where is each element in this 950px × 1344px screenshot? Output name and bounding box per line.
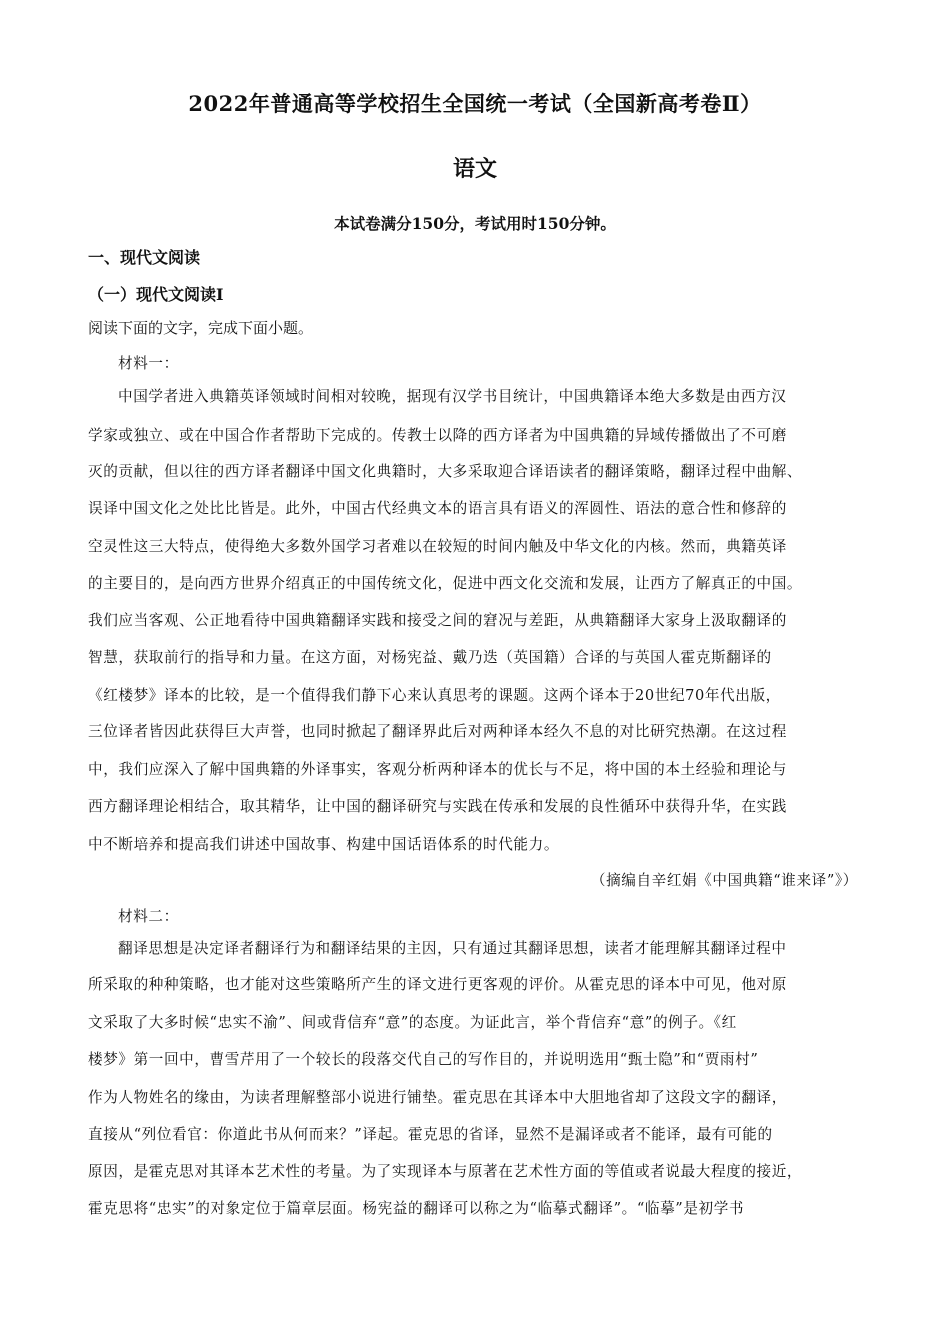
material2-label: 材料二： xyxy=(118,908,179,925)
material1-line: 《红楼梦》译本的比较，是一个值得我们静下心来认真思考的课题。这两个译本于20世纪70年代出版， xyxy=(88,687,781,704)
material1-line: 我们应当客观、公正地看待中国典籍翻译实践和接受之间的窘况与差距，从典籍翻译大家身上汲取翻译的 xyxy=(88,612,787,629)
material1-line: 三位译者皆因此获得巨大声誉，也同时掀起了翻译界此后对两种译本经久不息的对比研究热潮。在这过程 xyxy=(88,723,787,740)
material1-line: 西方翻译理论相结合，取其精华，让中国的翻译研究与实践在传承和发展的良性循环中获得升华，在实践 xyxy=(88,798,787,815)
material2-line: 霍克思将“忠实”的对象定位于篇章层面。杨宪益的翻译可以称之为“临摹式翻译”。“临摹”是初学书 xyxy=(88,1200,745,1217)
instruction-text: 阅读下面的文字，完成下面小题。 xyxy=(88,319,314,337)
material1-line: 灭的贡献，但以往的西方译者翻译中国文化典籍时，大多采取迎合译语读者的翻译策略，翻译过程中曲解、 xyxy=(88,463,803,480)
section-heading: 一、现代文阅读 xyxy=(88,248,201,267)
material1-line: 空灵性这三大特点，使得绝大多数外国学习者难以在较短的时间内触及中华文化的内核。然而，典籍英译 xyxy=(88,538,787,555)
subsection-heading: （一）现代文阅读Ⅰ xyxy=(88,285,224,304)
exam-note: 本试卷满分150分，考试用时150分钟。 xyxy=(334,214,616,233)
subject-title: 语文 xyxy=(452,156,497,182)
material1-source: （摘编自辛红娟《中国典籍“谁来译”》） xyxy=(590,872,858,889)
material2-line: 翻译思想是决定译者翻译行为和翻译结果的主因，只有通过其翻译思想，读者才能理解其翻译过程中 xyxy=(118,940,787,957)
material2-line: 直接从“列位看官：你道此书从何而来？”译起。霍克思的省译，显然不是漏译或者不能译，最有可能的 xyxy=(88,1126,773,1143)
material1-line: 学家或独立、或在中国合作者帮助下完成的。传教士以降的西方译者为中国典籍的异域传播做出了不可磨 xyxy=(88,427,787,444)
material1-label: 材料一： xyxy=(118,355,179,372)
material1-line: 误译中国文化之处比比皆是。此外，中国古代经典文本的语言具有语义的浑圆性、语法的意合性和修辞的 xyxy=(88,500,787,517)
material1-line: 中不断培养和提高我们讲述中国故事、构建中国话语体系的时代能力。 xyxy=(88,836,560,853)
material2-line: 所采取的种种策略，也才能对这些策略所产生的译文进行更客观的评价。从霍克思的译本中可见，他对原 xyxy=(88,976,787,993)
material2-line: 文采取了大多时候“忠实不渝”、间或背信弃“意”的态度。为证此言，举个背信弃“意”的例子。《红 xyxy=(88,1014,737,1031)
material2-line: 原因，是霍克思对其译本艺术性的考量。为了实现译本与原著在艺术性方面的等值或者说最大程度的接近， xyxy=(88,1163,803,1180)
exam-title: 2022年普通高等学校招生全国统一考试（全国新高考卷Ⅱ） xyxy=(188,91,762,116)
material1-line: 的主要目的，是向西方世界介绍真正的中国传统文化，促进中西文化交流和发展，让西方了解真正的中国。 xyxy=(88,575,803,592)
material1-line: 智慧，获取前行的指导和力量。在这方面，对杨宪益、戴乃迭（英国籍）合译的与英国人霍克斯翻译的 xyxy=(88,649,772,666)
material1-line: 中国学者进入典籍英译领域时间相对较晚，据现有汉学书目统计，中国典籍译本绝大多数是由西方汉 xyxy=(118,388,787,405)
material1-line: 中，我们应深入了解中国典籍的外译事实，客观分析两种译本的优长与不足，将中国的本土经验和理论与 xyxy=(88,761,787,778)
material2-line: 作为人物姓名的缘由，为读者理解整部小说进行铺垫。霍克思在其译本中大胆地省却了这段文字的翻译， xyxy=(88,1089,787,1106)
material2-line: 楼梦》第一回中，曹雪芹用了一个较长的段落交代自己的写作目的，并说明选用“甄士隐”和“贾雨村” xyxy=(88,1051,759,1068)
